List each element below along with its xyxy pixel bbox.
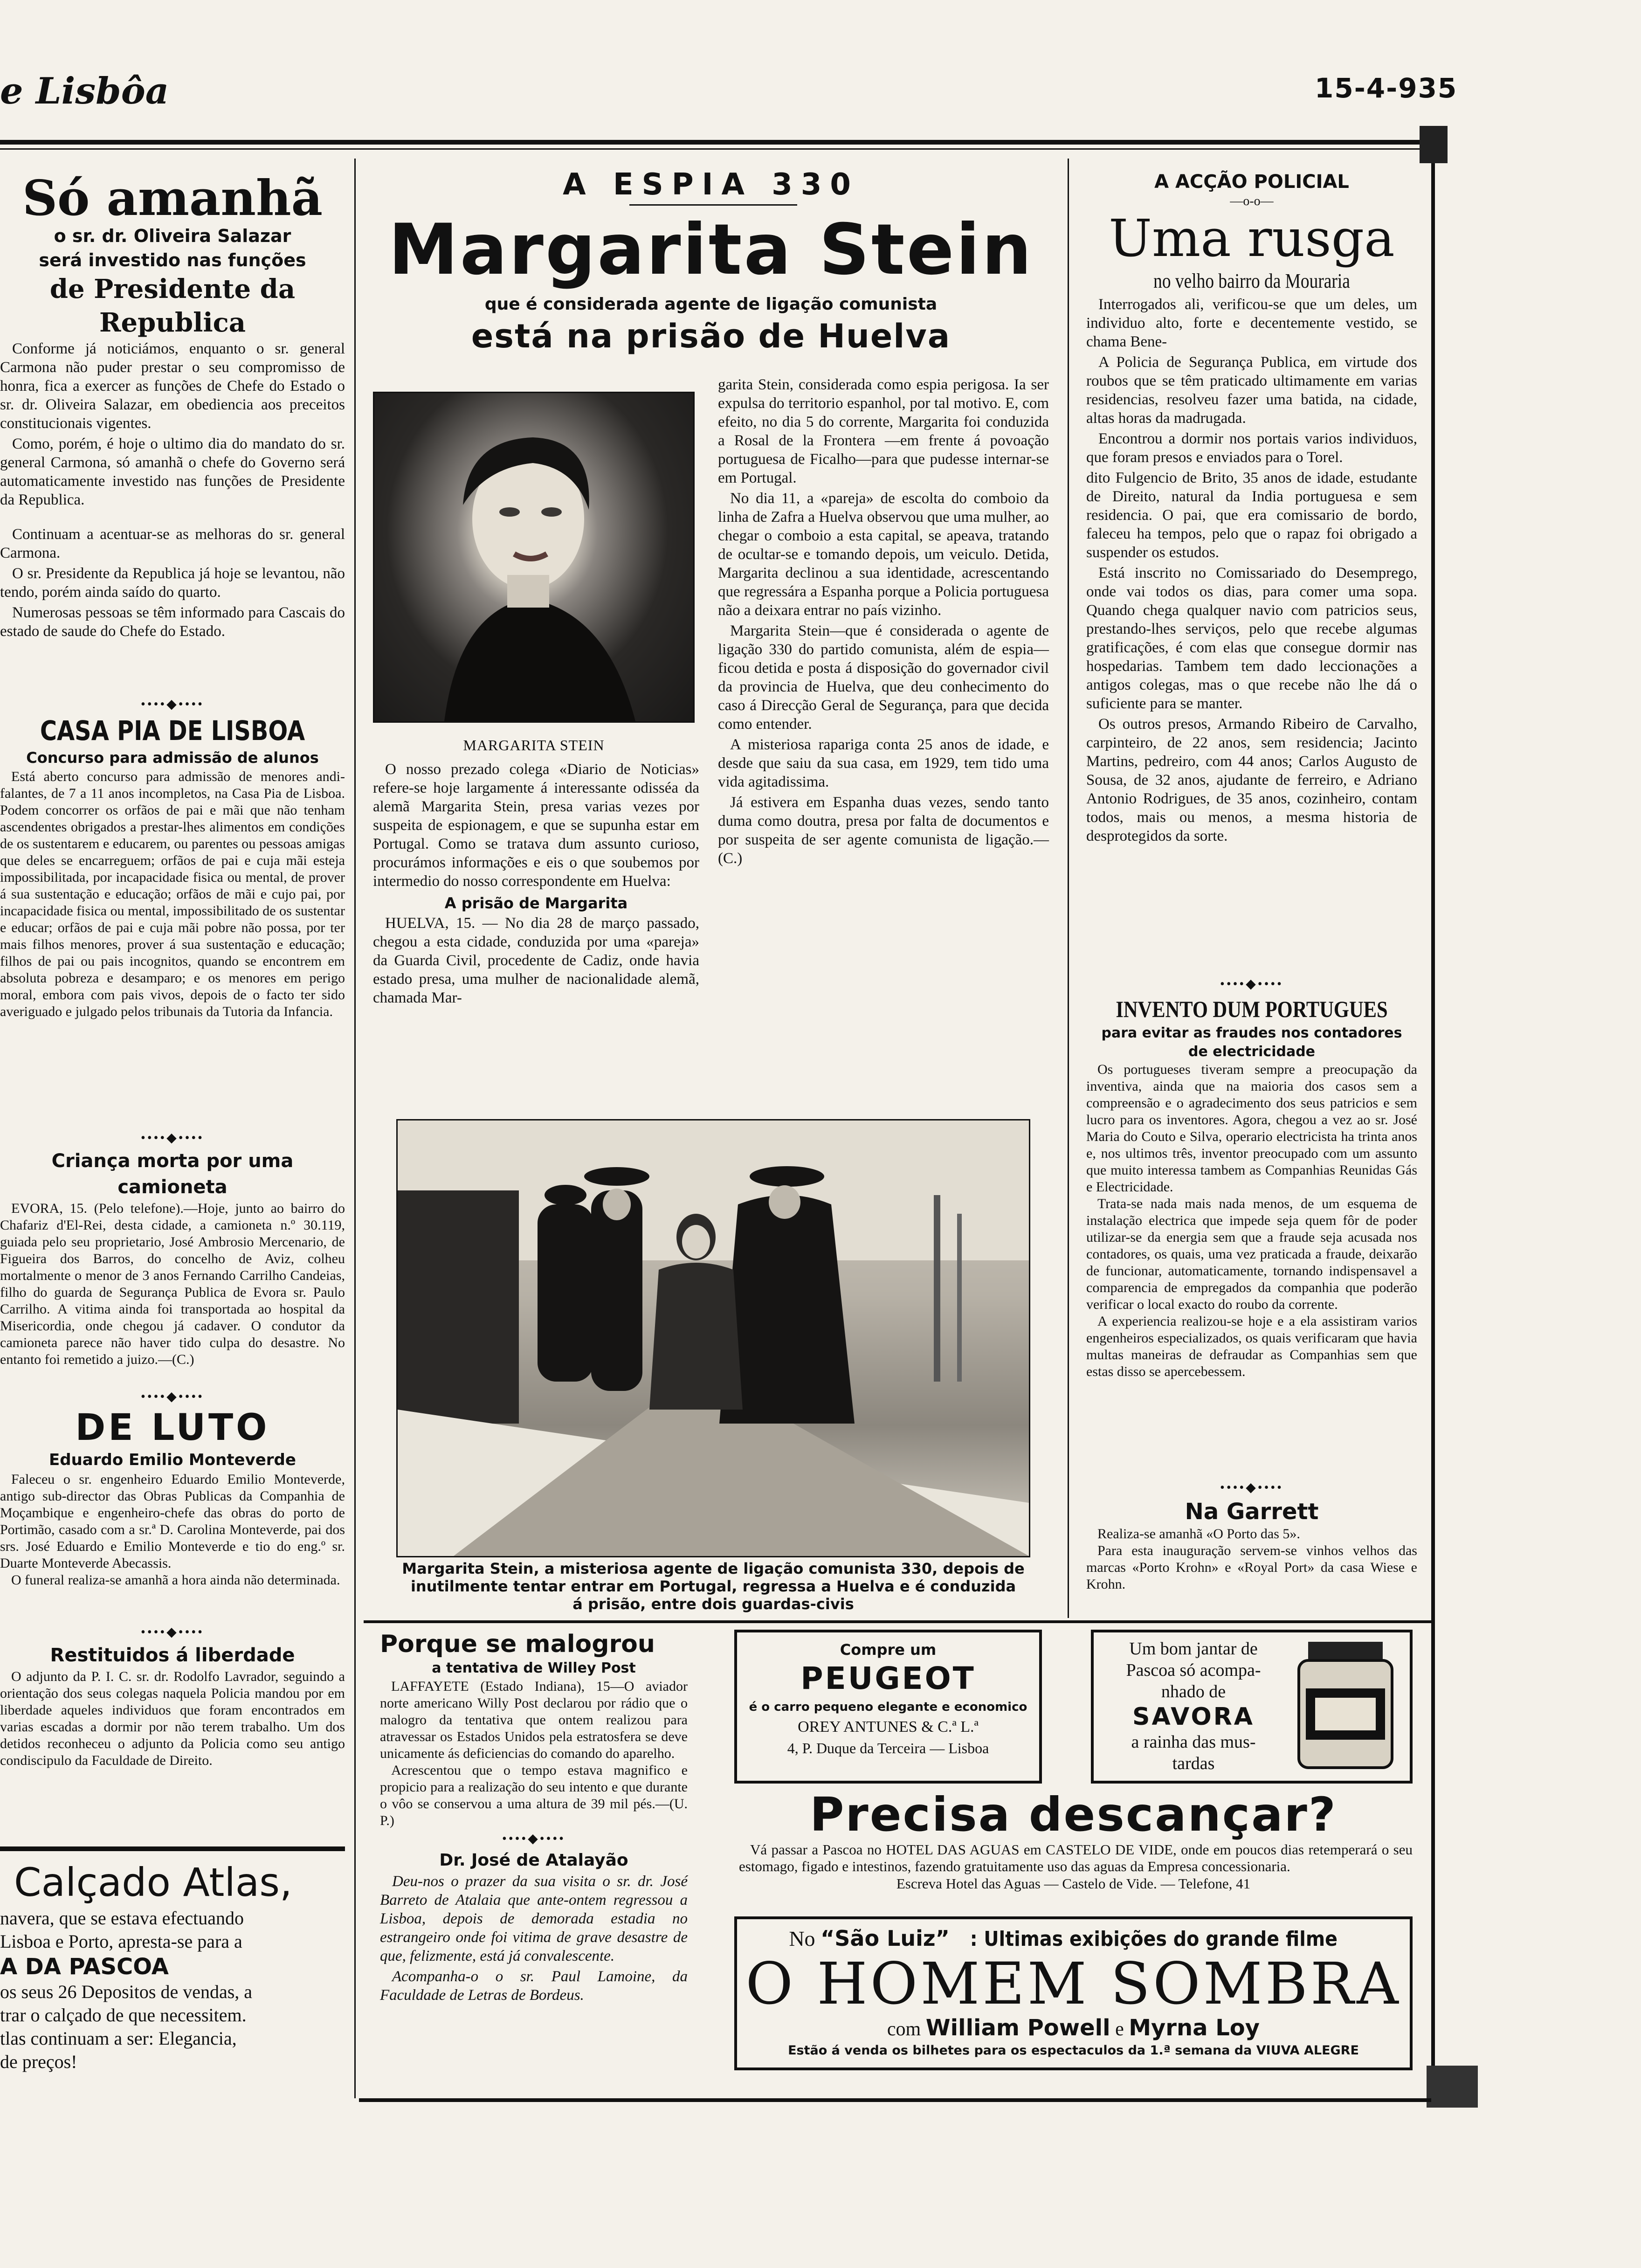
espia-col-b: [718, 375, 1049, 870]
invento-p2: Trata-se nada mais nada menos, de um esquema de instalação electrica que impede seja quem fôr de poder utilizar-se da energia sem que a fraude seja acusada nos contadores, os quais, uma vez praticada a fraude, deixarão de funcionar, automaticamente, tornando indispensavel a comparencia de empregados da companhia que poderão verificar o local exacto do roubo da corrente.: [1086, 1196, 1417, 1312]
savora-line2: Pascoa só acompa-: [1126, 1660, 1261, 1680]
espia-header: [368, 168, 1054, 356]
calcado-ad: [0, 1858, 345, 2074]
invento-p1: Os portugueses tiveram sempre a preocupação da inventiva, ainda que na maioria dos casos sem a compreensão e o agradecimento dos seus patricios e sem lucro para os inventores. Agora, chegou a vez ao sr. José Maria do Couto e Silva, operario electricista ha trinta anos e, nos ultimos três, inventor preocupado com um assunto que muito interessa tambem as Companhias Reunidas Gás e Electricidade.: [1086, 1062, 1417, 1195]
malogrou-p1: LAFFAYETE (Estado Indiana), 15—O aviador norte americano Willy Post declarou por rádio que o malogro da tentativa que ontem realizou para atravessar os Estados Unidos pela estratosfera se deve unicamente ás deficiencias do comando do aparelho.: [380, 1679, 688, 1761]
espia-p7: Já estivera em Espanha duas vezes, sendo tanto duma como doutra, presa por falta de documentos e por suspeita de ser agente comunista de ligação.—(C.): [718, 794, 1049, 867]
salazar-p5: Numerosas pessoas se têm informado para Cascais do estado de saude do Chefe do Estado.: [0, 604, 345, 640]
portrait-caption: MARGARITA STEIN: [463, 737, 605, 754]
portrait-silhouette: [374, 393, 693, 721]
saoluiz-ad: [734, 1916, 1413, 2070]
ornament-divider: ••••◆••••: [141, 1625, 204, 1639]
crianca-p1: EVORA, 15. (Pelo telefone).—Hoje, junto ao bairro do Chafariz d'El-Rei, desta cidade, a camioneta n.º 30.119, guiada pelo seu proprietario, José Ambrosio Mercenario, de Figueira dos Barros, do concelho de Aviz, colheu mortalmente o menor de 3 anos Fernando Carrilho Candeias, filho do guarda de Segurança Publica de Evora sr. Paulo Carrilho. A vitima ainda foi transportada ao hospital da Misericordia, onde chegou já cadaver. O condutor da camioneta parece não haver tido culpa do desastre. No entanto foi remetido a juizo.—(C.): [0, 1201, 345, 1367]
salazar-p4: O sr. Presidente da Republica já hoje se levantou, não tendo, porém ainda saído do quarto.: [0, 565, 345, 601]
rusga-headline: Uma rusga: [1109, 208, 1395, 268]
photo-caption-line2: inutilmente tentar entrar em Portugal, regressa a Huelva e é conduzida: [410, 1577, 1016, 1595]
photo-caption-line1: Margarita Stein, a misteriosa agente de ligação comunista 330, depois de: [402, 1560, 1025, 1577]
calcado-line1: navera, que se estava efectuando: [0, 1908, 244, 1929]
espia-p2: HUELVA, 15. — No dia 28 de março passado, chegou a esta cidade, conduzida por uma «pareja» da Guarda Civil, procedente de Cadiz, onde havia estado presa, uma mulher de nacionalidade alemã, chamada Mar-: [373, 915, 699, 1006]
espia-p5: Margarita Stein—que é considerada o agente de ligação 330 do partido comunista, além de espia—ficou detida e posta á disposição do governador civil da provincia de Huelva, que deu conhecimento do caso á Direcção Geral de Segurança, para que decida como entender.: [718, 622, 1049, 733]
malogrou-title: Porque se malogrou: [380, 1630, 655, 1658]
ornament-divider: ••••◆••••: [141, 697, 204, 712]
arrest-scene: [398, 1120, 1029, 1556]
ornament-divider: ••••◆••••: [141, 1131, 204, 1145]
calcado-line2: Lisboa e Porto, apresta-se para a: [0, 1931, 242, 1952]
savora-line5: tardas: [1172, 1754, 1215, 1773]
descancar-p2: Escreva Hotel das Aguas — Castelo de Vide. — Telefone, 41: [896, 1875, 1251, 1892]
rusga-p4: dito Fulgencio de Brito, 35 anos de idade, estudante de Direito, natural da India portuguesa e sem residencia. O pai, que era comissario de bordo, faleceu ha tempos, pelo que o rapaz foi obrigado a suspender os estudos.: [1086, 470, 1417, 561]
salazar-p1: Conforme já noticiámos, enquanto o sr. general Carmona não puder prestar o seu compromisso de honra, fica a exercer as funções de Chefe do Estado o sr. dr. Oliveira Salazar, em obediencia aos preceitos constitucionais vigentes.: [0, 340, 345, 432]
salazar-headline: Só amanhã: [22, 169, 323, 227]
espia-headline: Margarita Stein: [388, 209, 1034, 290]
bottom-rule: [359, 2098, 1431, 2102]
salazar-p3: Continuam a acentuar-se as melhoras do sr. general Carmona.: [0, 526, 345, 561]
saoluiz-footer: Estão á venda os bilhetes para os espectaculos da 1.ª semana da VIUVA ALEGRE: [788, 2043, 1359, 2058]
saoluiz-venue: “São Luiz”: [820, 1926, 950, 1951]
savora-line4: a rainha das mus-: [1131, 1732, 1256, 1752]
right-border-rule: [1431, 154, 1435, 2103]
atalayao-p1: Deu-nos o prazer da sua visita o sr. dr. José Barreto de Atalaia que ante-ontem regressou a Lisboa, depois de demorada estadia no estrangeiro onde foi vitima de grave desastre de que, felizmente, está já convalescente.: [380, 1873, 688, 1964]
descancar-p1: Vá passar a Pascoa no HOTEL DAS AGUAS em CASTELO DE VIDE, onde em poucos dias retemperará o seu estomago, figado e intestinos, fazendo gratuitamente uso das aguas da Empresa concessionaria.: [739, 1841, 1413, 1874]
savora-ad: [1091, 1630, 1413, 1784]
peugeot-line2: é o carro pequeno elegante e economico: [749, 1700, 1027, 1714]
espia-sub1: que é considerada agente de ligação comunista: [484, 295, 938, 314]
photo-caption: [382, 1560, 1044, 1613]
descancar-title: Precisa descançar?: [810, 1787, 1337, 1842]
invento-article: [1086, 975, 1417, 1380]
ornament-divider: ••••◆••••: [141, 1390, 204, 1404]
ornament-divider: ••••◆••••: [1220, 1480, 1283, 1495]
casapia-sub: Concurso para admissão de alunos: [26, 749, 319, 767]
photo-caption-line3: á prisão, entre dois guardas-civis: [572, 1595, 854, 1613]
ornament-divider: ••••◆••••: [1220, 977, 1283, 991]
descancar-ad: [734, 1788, 1413, 1893]
rusga-p5: Está inscrito no Comissariado do Desemprego, onde vai todos os dias, para comer uma sopa. Quando chega qualquer navio com patricios seus, prestando-lhes serviços, pelo que recebe algumas gratificações, é com elas que consegue dormir nas hospedarias. Tambem tem dado leccionações a antigos colegas, mas o que recebe não lhe dá o suficiente para se manter.: [1086, 565, 1417, 712]
centre-bottom-rule: [364, 1620, 1431, 1623]
peugeot-line3: OREY ANTUNES & C.ª L.ª: [798, 1718, 979, 1736]
ornament-divider: ••••◆••••: [502, 1832, 565, 1846]
masthead-name: e Lisbôa: [0, 70, 169, 112]
register-mark-bottom: [1427, 2066, 1478, 2108]
espia-col-a: [373, 760, 699, 1009]
luto-sub: Eduardo Emilio Monteverde: [49, 1451, 296, 1469]
peugeot-line1: Compre um: [840, 1641, 937, 1659]
garrett-title: Na Garrett: [1185, 1499, 1319, 1525]
calcado-title: Calçado Atlas,: [14, 1860, 292, 1905]
malogrou-article: [380, 1630, 688, 2006]
casapia-title: CASA PIA DE LISBOA: [40, 715, 305, 747]
luto-p2: O funeral realiza-se amanhã a hora ainda não determinada.: [11, 1572, 340, 1588]
rusga-p2: A Policia de Segurança Publica, em virtude dos roubos que se têm praticado ultimamente em varias residencias, resolveu fazer uma batida, na cidade, altas horas da madrugada.: [1086, 354, 1417, 427]
rusga-kicker-mark: —o-o—: [1230, 194, 1274, 208]
garrett-p1: Realiza-se amanhã «O Porto das 5».: [1097, 1526, 1300, 1542]
peugeot-line4: 4, P. Duque da Terceira — Lisboa: [787, 1740, 989, 1756]
saoluiz-rest: : Ultimas exibições do grande filme: [970, 1927, 1338, 1951]
casapia-article: [0, 695, 345, 1020]
saoluiz-actor2: Myrna Loy: [1129, 2015, 1260, 2041]
column-rule-1: [354, 159, 356, 2098]
garrett-p2: Para esta inauguração servem-se vinhos velhos das marcas «Porto Krohn» e «Royal Port» da casa Wiese e Krohn.: [1086, 1543, 1417, 1592]
restituidos-p1: O adjunto da P. I. C. sr. dr. Rodolfo Lavrador, seguindo a orientação dos seus colegas naquela Policia mandou por em liberdade aqueles individuos que foram encontrados em varias escadas a dormir por não terem trabalho. Um dos detidos reconheceu o adjunto da Policia como seu antigo condiscipulo da Faculdade de Direito.: [0, 1669, 345, 1768]
espia-sub2: está na prisão de Huelva: [471, 317, 951, 355]
invento-sub2: de electricidade: [1188, 1044, 1316, 1060]
calcado-line7: de preços!: [0, 2051, 77, 2072]
savora-line1: Um bom jantar de: [1129, 1639, 1258, 1659]
register-mark-top: [1420, 126, 1448, 163]
salazar-sub3: de Presidente da Republica: [49, 274, 296, 338]
peugeot-ad: [734, 1630, 1042, 1784]
masthead-rule-thin: [0, 148, 1427, 150]
calcado-rule: [0, 1846, 345, 1851]
savora-line3: nhado de: [1161, 1682, 1226, 1701]
saoluiz-line: [742, 1925, 1405, 1953]
salazar-p2: Como, porém, é hoje o ultimo dia do mandato do sr. general Carmona, só amanhã o chefe do Governo será automaticamente investido nas funções de Presidente da Republica.: [0, 436, 345, 508]
rusga-p3: Encontrou a dormir nos portais varios individuos, que foram presos e enviados para o Torel.: [1086, 430, 1417, 466]
invento-p3: A experiencia realizou-se hoje e a ela assistiram varios engenheiros especializados, os quais verificaram que havia multas maneiras de defraudar as Companhias sem que estas disso se apercebessem.: [1086, 1314, 1417, 1379]
calcado-line3: A DA PASCOA: [0, 1954, 169, 1980]
garrett-article: [1086, 1478, 1417, 1593]
crianca-article: [0, 1128, 345, 1368]
masthead-date: 15-4-935: [1315, 72, 1458, 104]
arrest-photo: [396, 1119, 1030, 1557]
casapia-p1: Está aberto concurso para admissão de menores andi-falantes, de 7 a 11 anos incompletos, na Casa Pia de Lisboa. Podem concorrer os orfãos de pai e mãi que não tenham ascendentes obrigados a prestar-lhes alimentos em condições de os sustentarem e educarem, ou parentes ou pessoas amigas que deles se encarreguem; orfãos de pai e cuja mãi esteja impossibilitada, por incapacidade fisica ou mental, de prover á sua sustentação e educação; orfãos de mãi e cujo pai, por incapacidade fisica ou mental, impossibilitado de os sustentar e educar; orfãos de pai e cuja mãi pobre não possa, por ter mais filhos menores, prover á sua sustentação e educação; filhos de pai ou pais incognitos, quando se encontrem em absoluta pobreza e desamparo; e os menores em perigo moral, embora com pais vivos, depois de o facto ter sido averiguado e julgado pelos tribunais da Tutoria da Infancia.: [0, 769, 345, 1019]
espia-p4: No dia 11, a «pareja» de escolta do comboio da linha de Zafra a Huelva observou que uma mulher, ao chegar o comboio a esta capital, se apeava, tratando de ocultar-se e tomando depois, um veiculo. Detida, Margarita declinou a sua identidade, acrescentando que regressára a Espanha porque a Policia portuguesa não a deixara entrar no país vizinho.: [718, 490, 1049, 619]
calcado-line5: trar o calçado de que necessitem.: [0, 2005, 247, 2026]
rusga-p1: Interrogados ali, verificou-se que um deles, um individuo alto, forte e decentemente vestido, se chama Bene-: [1086, 296, 1417, 350]
atalayao-p2: Acompanha-o o sr. Paul Lamoine, da Faculdade de Letras de Bordeus.: [380, 1968, 688, 2004]
rusga-sub: no velho bairro da Mouraria: [1153, 270, 1350, 292]
restituidos-article: [0, 1623, 345, 1769]
salazar-article: [0, 169, 345, 643]
malogrou-p2: Acrescentou que o tempo estava magnifico e propicio para a realização do seu intento e que durante o vôo se conservou a uma altura de 39 mil pés.—(U. P.): [380, 1763, 688, 1828]
invento-title: INVENTO DUM PORTUGUES: [1116, 996, 1388, 1022]
saoluiz-cast: [742, 2015, 1405, 2042]
calcado-line6: tlas continuam a ser: Elegancia,: [0, 2028, 237, 2049]
malogrou-sub: a tentativa de Willey Post: [432, 1660, 636, 1676]
calcado-line4: os seus 26 Depositos de vendas, a: [0, 1981, 253, 2002]
espia-p1: O nosso prezado colega «Diario de Noticias» refere-se hoje largamente á interessante odisséa da alemã Margarita Stein, presa varias vezes por suspeita de espionagem, e que se supunha estar em Portugal. Como se tratava dum assunto curioso, procurámos informações e eis o que soubemos por intermedio do nosso correspondente em Huelva:: [373, 761, 699, 890]
saoluiz-film: O HOMEM SOMBRA: [745, 1950, 1401, 2018]
rusga-p6: Os outros presos, Armando Ribeiro de Carvalho, carpinteiro, de 22 anos, sem residencia; Jacinto Martins, pedreiro, com 44 anos; Carlos Augusto de Sousa, de 32 anos, ajudante de ferreiro, e Adriano Antonio Rodrigues, de 35 anos, cozinheiro, contam todos, mais ou menos, a mesma historia de desprotegidos da sorte.: [1086, 716, 1417, 844]
espia-kicker: A ESPIA 330: [563, 167, 859, 202]
espia-p6: A misteriosa rapariga conta 25 anos de idade, e desde que saiu da sua casa, em 1929, tem tido uma vida agitadissima.: [718, 736, 1049, 790]
crianca-title: Criança morta por uma camioneta: [51, 1150, 294, 1198]
saoluiz-pre: No: [789, 1927, 815, 1950]
espia-p3: garita Stein, considerada como espia perigosa. Ia ser expulsa do territorio espanhol, por tal motivo. E, com efeito, no dia 5 do corrente, Margarita foi conduzida a Rosal de la Frontera —em frente á povoação portuguesa de Ficalho—para que pudesse internar-se em Portugal.: [718, 376, 1049, 486]
saoluiz-com: com: [887, 2019, 921, 2040]
invento-sub1: para evitar as fraudes nos contadores: [1101, 1025, 1402, 1041]
espia-subhead: A prisão de Margarita: [444, 894, 628, 912]
saoluiz-e: e: [1115, 2019, 1124, 2040]
rusga-kicker: A ACÇÃO POLICIAL: [1154, 171, 1349, 193]
masthead-rule: [0, 140, 1427, 145]
luto-p1: Faleceu o sr. engenheiro Eduardo Emilio Monteverde, antigo sub-director das Obras Publicas da Companhia de Moçambique e engenheiro-chefe das obras do porto de Portimão, casado com a sr.ª D. Carolina Monteverde, pai dos srs. José Eduardo e Emilio Monteverde e tio do eng.º sr. Duarte Monteverde Abecassis.: [0, 1472, 345, 1571]
atalayao-title: Dr. José de Atalayão: [439, 1851, 628, 1870]
savora-brand: SAVORA: [1132, 1703, 1255, 1731]
mustard-jar-icon: [1289, 1637, 1401, 1772]
restituidos-title: Restituidos á liberdade: [50, 1645, 295, 1666]
kicker-rule: [629, 204, 797, 206]
luto-article: [0, 1387, 345, 1589]
rusga-article: [1086, 170, 1417, 847]
salazar-sub2: será investido nas funções: [39, 250, 306, 270]
peugeot-brand: PEUGEOT: [800, 1660, 976, 1696]
saoluiz-actor1: William Powell: [925, 2015, 1110, 2041]
column-rule-2: [1068, 159, 1069, 1618]
luto-title: DE LUTO: [75, 1407, 270, 1449]
salazar-sub1: o sr. dr. Oliveira Salazar: [54, 226, 291, 246]
portrait-photo: [373, 392, 695, 723]
